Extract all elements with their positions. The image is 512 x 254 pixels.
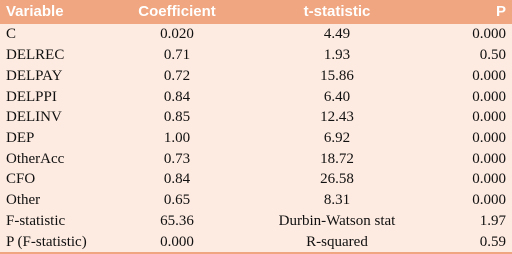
cell-stat-label: F-statistic bbox=[6, 212, 66, 229]
cell-t-statistic: 15.86 bbox=[320, 67, 354, 84]
cell-coefficient: 0.73 bbox=[163, 150, 191, 167]
cell-stat-value: 1.97 bbox=[479, 212, 506, 229]
cell-stat-value: 65.36 bbox=[160, 212, 194, 229]
cell-variable: C bbox=[6, 26, 17, 43]
cell-stat-label: P (F-statistic) bbox=[0, 231, 112, 253]
cell-coefficient: 0.65 bbox=[163, 192, 191, 209]
summary-row bbox=[0, 210, 512, 231]
cell-coefficient: 0.84 bbox=[163, 171, 191, 188]
cell-p: 0.000 bbox=[472, 109, 506, 126]
cell-t-statistic: 8.31 bbox=[323, 192, 351, 209]
cell-t-statistic: 12.43 bbox=[320, 109, 354, 126]
cell-stat-label: R-squared bbox=[242, 231, 432, 253]
cell-t-statistic: 6.40 bbox=[323, 88, 351, 105]
cell-p: 0.000 bbox=[472, 192, 506, 209]
cell-t-statistic: 4.49 bbox=[323, 26, 351, 43]
cell-coefficient: 0.84 bbox=[163, 88, 191, 105]
cell-variable: DELPPI bbox=[6, 88, 57, 105]
table-row bbox=[0, 107, 512, 128]
table-row bbox=[0, 169, 512, 190]
column-header-p: P bbox=[495, 3, 506, 20]
cell-t-statistic: 26.58 bbox=[320, 171, 354, 188]
cell-stat-label: Durbin-Watson stat bbox=[278, 212, 396, 229]
cell-variable: DELINV bbox=[6, 109, 62, 126]
cell-variable: OtherAcc bbox=[6, 150, 65, 167]
table-row bbox=[0, 86, 512, 107]
cell-variable: DELREC bbox=[6, 47, 65, 64]
column-header-coefficient: Coefficient bbox=[138, 3, 216, 20]
cell-p: 0.000 bbox=[472, 88, 506, 105]
cell-p: 0.50 bbox=[479, 47, 506, 64]
cell-coefficient: 0.71 bbox=[163, 47, 191, 64]
cell-coefficient: 0.85 bbox=[163, 109, 191, 126]
table-row bbox=[0, 45, 512, 66]
table-row bbox=[0, 190, 512, 211]
cell-t-statistic: 18.72 bbox=[320, 150, 354, 167]
table-row bbox=[0, 24, 512, 45]
table-row bbox=[0, 128, 512, 149]
header-row bbox=[0, 0, 512, 24]
summary-row bbox=[0, 231, 512, 253]
table-row bbox=[0, 148, 512, 169]
cell-p: 0.000 bbox=[472, 171, 506, 188]
column-header-t-statistic: t-statistic bbox=[303, 3, 371, 20]
cell-variable: DEP bbox=[6, 129, 35, 146]
cell-p: 0.000 bbox=[472, 26, 506, 43]
table-row bbox=[0, 65, 512, 86]
cell-coefficient: 0.72 bbox=[163, 67, 191, 84]
cell-t-statistic: 1.93 bbox=[323, 47, 351, 64]
cell-p: 0.000 bbox=[472, 129, 506, 146]
cell-p: 0.000 bbox=[472, 67, 506, 84]
cell-coefficient: 1.00 bbox=[163, 129, 191, 146]
cell-variable: Other bbox=[6, 192, 41, 209]
cell-p: 0.000 bbox=[472, 150, 506, 167]
cell-variable: DELPAY bbox=[6, 67, 63, 84]
cell-coefficient: 0.020 bbox=[160, 26, 194, 43]
cell-stat-value: 0.59 bbox=[432, 231, 512, 253]
cell-t-statistic: 6.92 bbox=[323, 129, 351, 146]
cell-variable: CFO bbox=[6, 171, 36, 188]
column-header-variable: Variable bbox=[6, 3, 64, 20]
cell-stat-value: 0.000 bbox=[112, 231, 242, 253]
